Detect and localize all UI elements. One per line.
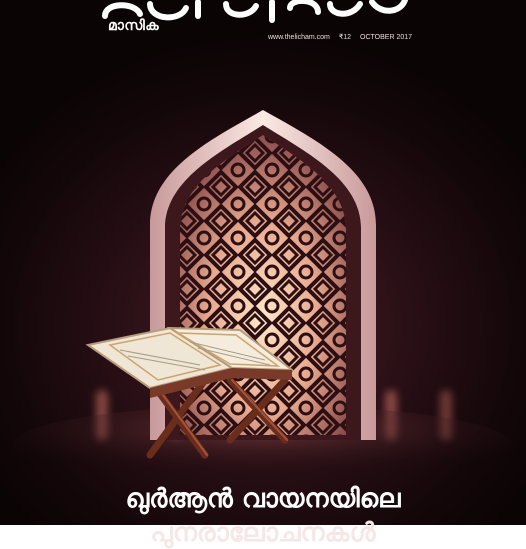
masthead-subtitle: മാസിക xyxy=(108,18,160,34)
price-text: ₹12 xyxy=(338,34,352,41)
website-text: www.thelicham.com xyxy=(268,34,330,41)
headline-line-1: ഖുർആൻ വായനയിലെ xyxy=(125,484,401,514)
issue-date: OCTOBER 2017 xyxy=(360,34,413,41)
headline-line-2: പുനരാലോചനകൾ xyxy=(150,518,376,548)
